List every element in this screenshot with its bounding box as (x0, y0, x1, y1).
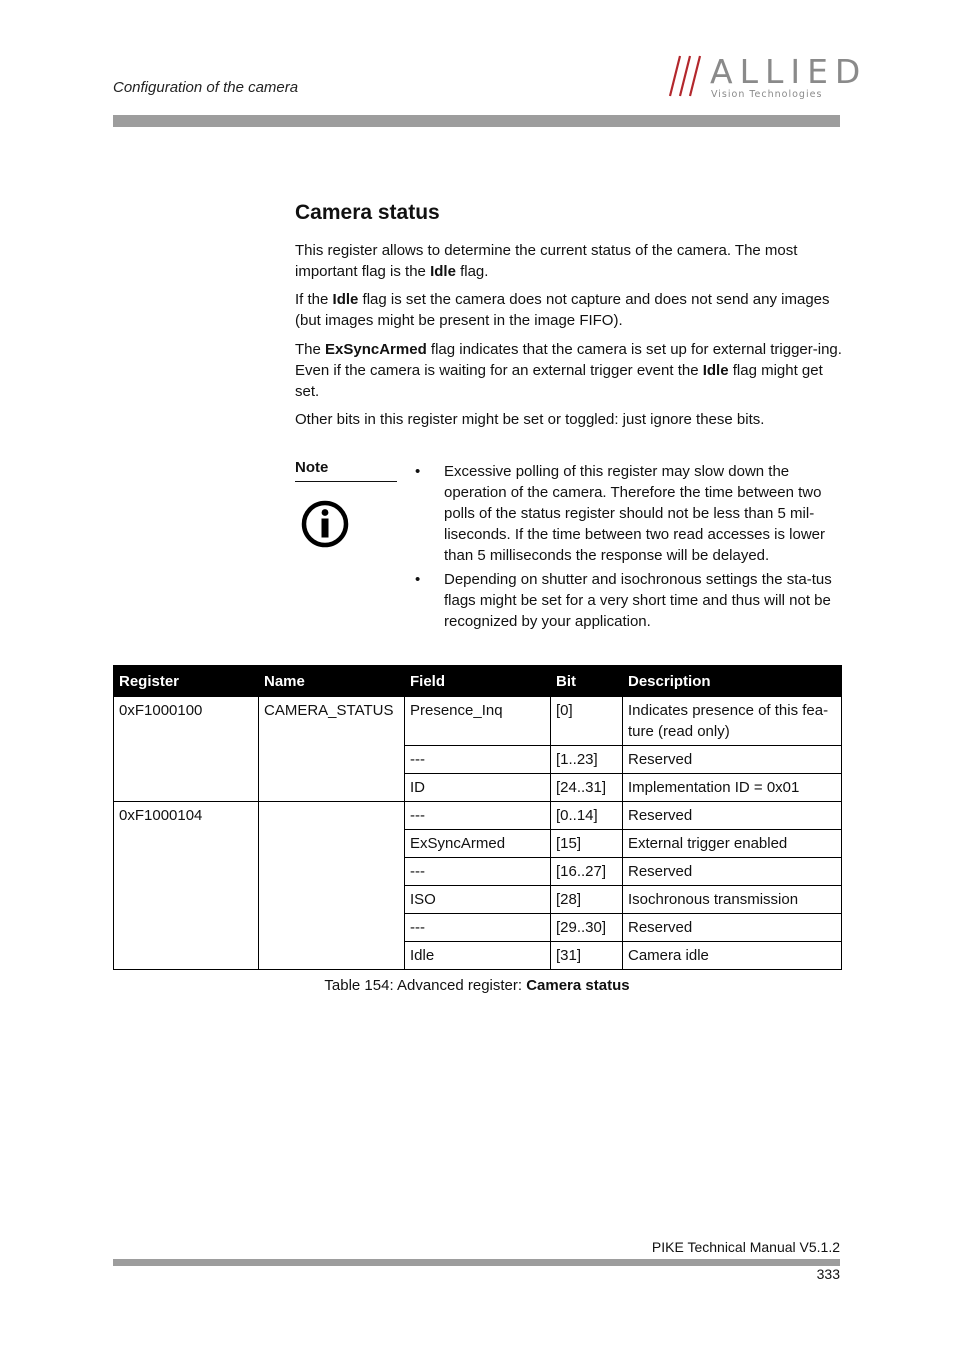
bit-cell: [24..31] (551, 774, 623, 802)
field-cell: --- (405, 858, 551, 886)
register-table (113, 665, 842, 970)
bit-cell: [28] (551, 886, 623, 914)
note-item: • Excessive polling of this register may slow down the operation of the camera. Therefore the time between two polls of the status register should not be less than 5 mil-liseconds. If the time between two read accesses is lower than 5 milliseconds the response will be delayed. (415, 463, 826, 564)
note-divider (295, 481, 397, 482)
logo-text: ALLIED (710, 52, 868, 91)
field-cell: ISO (405, 886, 551, 914)
description-cell: Reserved (623, 914, 842, 942)
section-heading: Camera status (295, 201, 440, 224)
note-item: • Depending on shutter and isochronous settings the sta-tus flags might be set for a very short time and thus will not be recognized by your application. (415, 571, 832, 630)
table-header-row (114, 666, 842, 697)
allied-logo (666, 52, 868, 100)
paragraph-3: The ExSyncArmed flag indicates that the camera is set up for external trigger-ing. Even if the camera is waiting for an external trigger event the Idle flag might get set. (295, 341, 842, 400)
footer-bar (113, 1259, 840, 1266)
column-header: Register (114, 666, 259, 697)
bit-cell: [16..27] (551, 858, 623, 886)
column-header: Description (623, 666, 842, 697)
footer-manual-title: PIKE Technical Manual V5.1.2 (651, 1239, 840, 1255)
description-cell: Isochronous transmission (623, 886, 842, 914)
bullet-icon: • (415, 463, 421, 480)
column-header: Field (405, 666, 551, 697)
description-cell: Reserved (623, 746, 842, 774)
field-cell: ID (405, 774, 551, 802)
description-cell: Indicates presence of this fea-ture (read only) (623, 697, 842, 746)
field-cell: Presence_Inq (405, 697, 551, 746)
name-cell (259, 802, 405, 970)
register-cell: 0xF1000100 (114, 697, 259, 802)
bit-cell: [29..30] (551, 914, 623, 942)
bit-cell: [31] (551, 942, 623, 970)
page-number: 333 (816, 1266, 840, 1282)
table-row (114, 802, 842, 830)
register-cell: 0xF1000104 (114, 802, 259, 970)
header-bar (113, 115, 840, 127)
field-cell: Idle (405, 942, 551, 970)
paragraph-4: Other bits in this register might be set or toggled: just ignore these bits. (295, 411, 765, 428)
column-header: Name (259, 666, 405, 697)
description-cell: Reserved (623, 802, 842, 830)
note-list (415, 461, 843, 635)
paragraph-1: This register allows to determine the current status of the camera. The most important flag is the Idle flag. (295, 242, 798, 280)
logo-subtext: Vision Technologies (711, 89, 823, 100)
description-cell: External trigger enabled (623, 830, 842, 858)
description-cell: Camera idle (623, 942, 842, 970)
field-cell: --- (405, 746, 551, 774)
bit-cell: [15] (551, 830, 623, 858)
description-cell: Implementation ID = 0x01 (623, 774, 842, 802)
field-cell: ExSyncArmed (405, 830, 551, 858)
table-caption: Table 154: Advanced register: Camera status (324, 977, 630, 994)
field-cell: --- (405, 914, 551, 942)
column-header: Bit (551, 666, 623, 697)
bullet-icon: • (415, 571, 421, 588)
info-icon (300, 499, 350, 549)
field-cell: --- (405, 802, 551, 830)
description-cell: Reserved (623, 858, 842, 886)
table-row (114, 697, 842, 746)
bit-cell: [1..23] (551, 746, 623, 774)
note-label: Note (295, 459, 329, 476)
bit-cell: [0] (551, 697, 623, 746)
paragraph-2: If the Idle flag is set the camera does not capture and does not send any images (but images might be present in the image FIFO). (295, 291, 830, 329)
header-title: Configuration of the camera (113, 79, 299, 96)
bit-cell: [0..14] (551, 802, 623, 830)
name-cell: CAMERA_STATUS (259, 697, 405, 802)
